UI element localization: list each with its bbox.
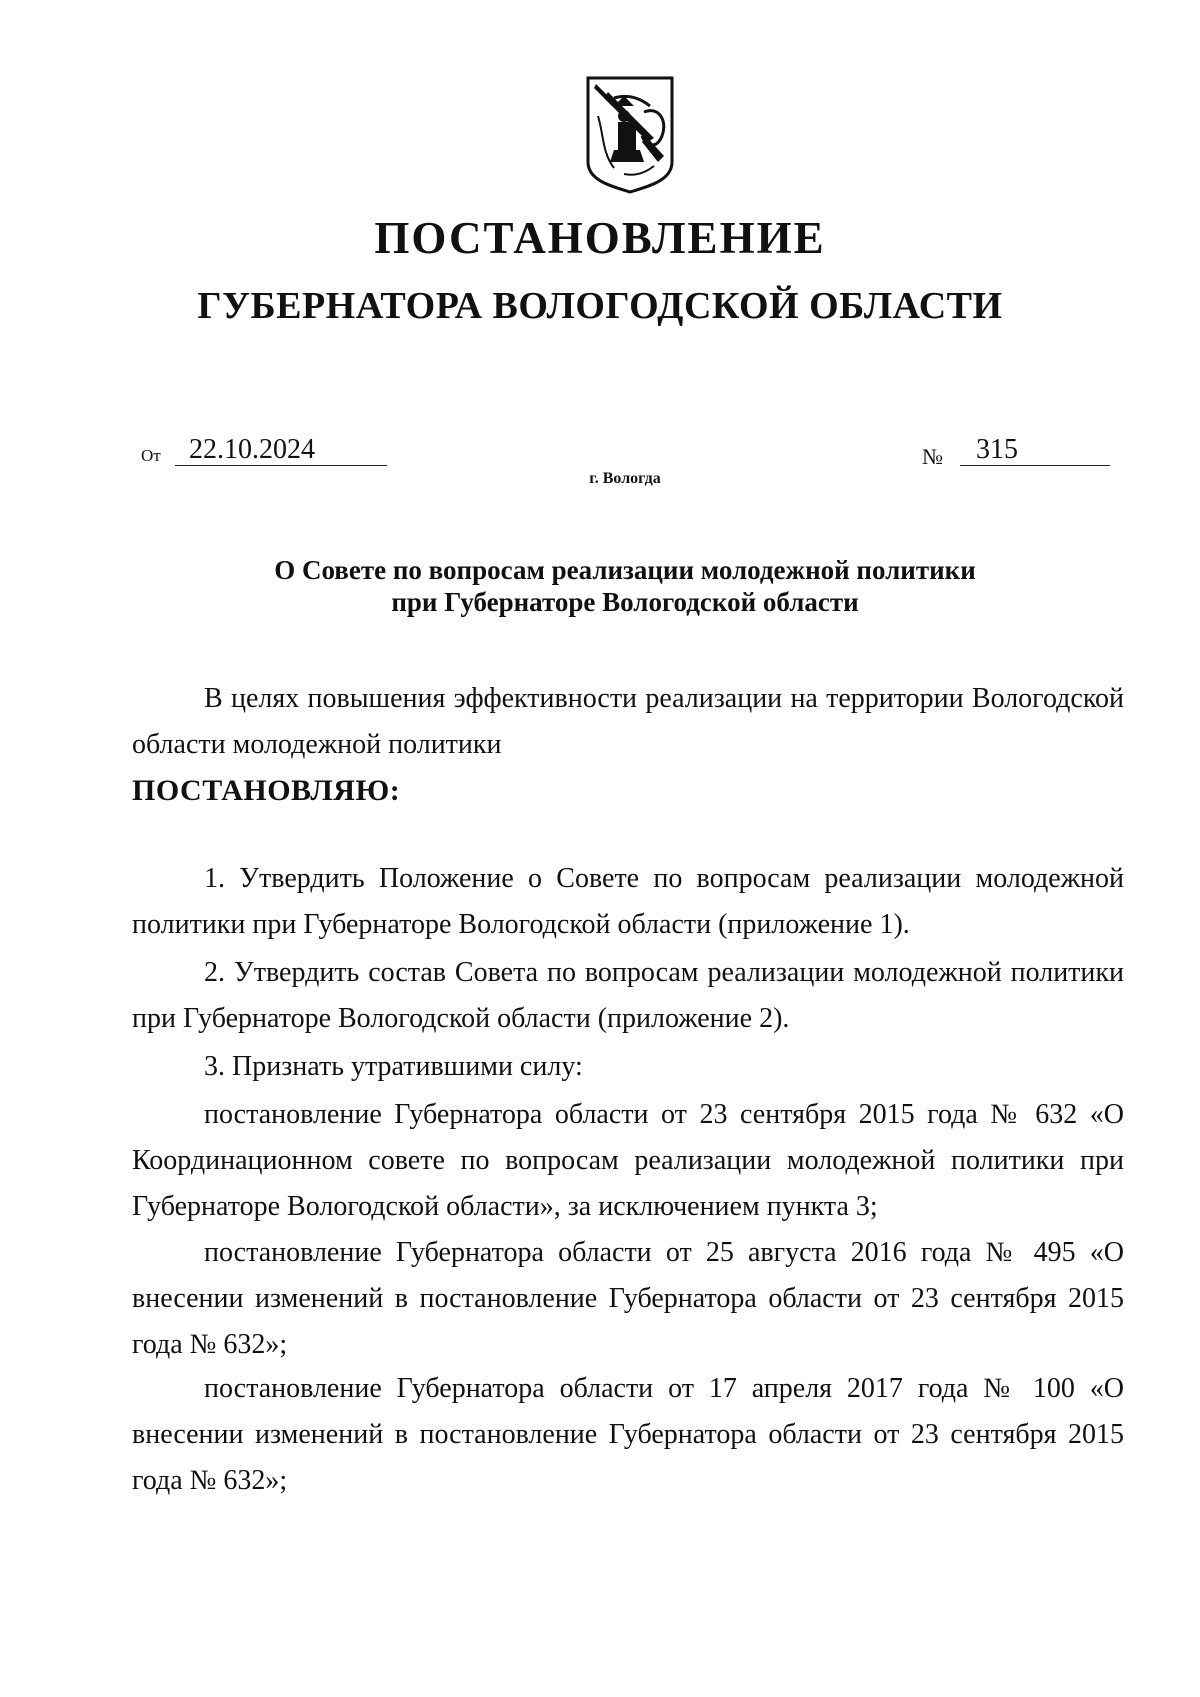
document-issuer: ГУБЕРНАТОРА ВОЛОГОДСКОЙ ОБЛАСТИ <box>197 285 1003 327</box>
item-paragraph: 3. Признать утратившими силу: <box>204 1051 583 1082</box>
item-paragraph: 2. Утвердить состав Совета по вопросам реализации молодежной политики при Губернаторе Вологодской области (приложение 2). <box>132 957 1124 1034</box>
number-prefix: № <box>922 444 943 469</box>
subject-line-1: О Совете по вопросам реализации молодежной политики <box>274 555 976 585</box>
coat-of-arms-icon <box>584 76 676 194</box>
date-value: 22.10.2024 <box>175 436 387 466</box>
subject-line-2: при Губернаторе Вологодской области <box>391 587 859 617</box>
document-subject <box>150 554 1100 618</box>
repealed-paragraph: постановление Губернатора области от 17 апреля 2017 года № 100 «О внесении изменений в постановление Губернатора области от 23 сентября 2015 года № 632»; <box>132 1373 1124 1496</box>
item-paragraph: 1. Утвердить Положение о Совете по вопросам реализации молодежной политики при Губернаторе Вологодской области (приложение 1). <box>132 863 1124 940</box>
date-prefix: От <box>141 446 161 465</box>
city-label: г. Вологда <box>589 470 661 487</box>
preamble-paragraph: В целях повышения эффективности реализации на территории Вологодской области молодежной политики <box>132 683 1124 760</box>
decree-word: ПОСТАНОВЛЯЮ: <box>132 774 401 807</box>
repealed-paragraph: постановление Губернатора области от 25 августа 2016 года № 495 «О внесении изменений в постановление Губернатора области от 23 сентября 2015 года № 632»; <box>132 1237 1124 1360</box>
document-title: ПОСТАНОВЛЕНИЕ <box>374 213 826 263</box>
repealed-paragraph: постановление Губернатора области от 23 сентября 2015 года № 632 «О Координационном совете по вопросам реализации молодежной политики при Губернаторе Вологодской области», за исключением пункта 3; <box>132 1099 1124 1222</box>
number-value: 315 <box>960 436 1110 466</box>
